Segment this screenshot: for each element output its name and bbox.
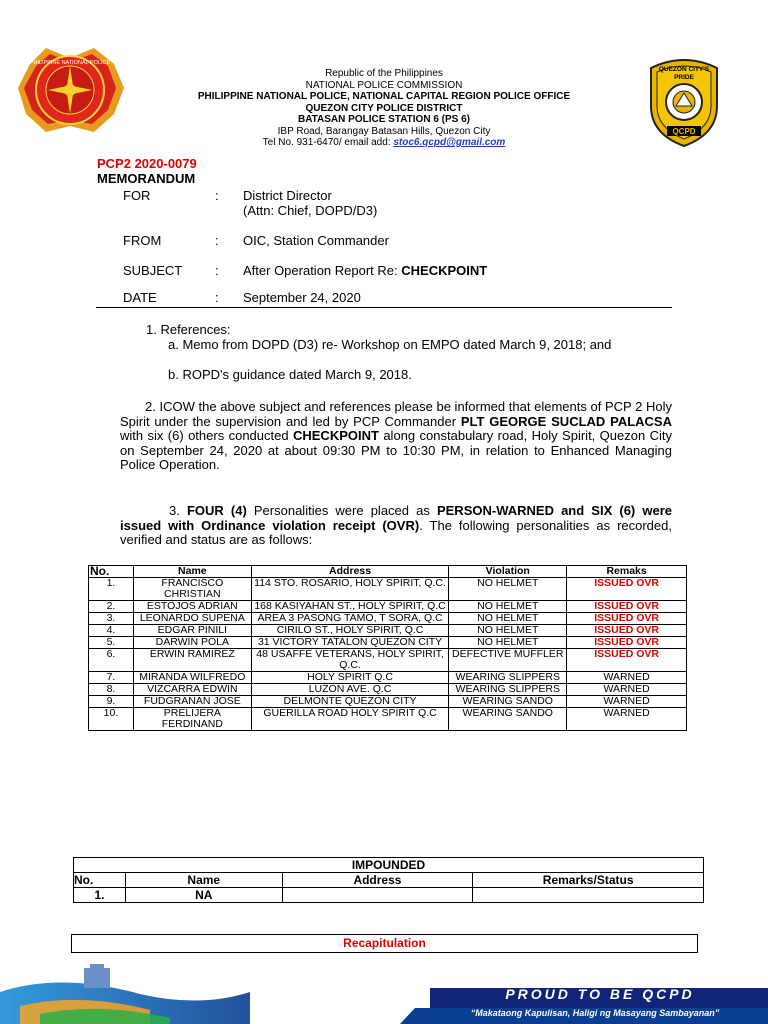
imp-row-remarks bbox=[473, 888, 704, 903]
reference-b: b. ROPD's guidance dated March 9, 2018. bbox=[168, 367, 412, 382]
row-violation: NO HELMET bbox=[449, 637, 567, 649]
row-violation: NO HELMET bbox=[449, 601, 567, 613]
row-address: DELMONTE QUEZON CITY bbox=[251, 696, 449, 708]
footer-slogan: PROUD TO BE QCPD bbox=[505, 986, 695, 1002]
header-station: BATASAN POLICE STATION 6 (PS 6) bbox=[297, 114, 471, 125]
violators-table bbox=[88, 565, 687, 731]
row-no: 3. bbox=[89, 613, 134, 625]
for-label: FOR bbox=[123, 188, 151, 203]
footer-tagline: “Makataong Kapulisan, Haligi ng Masayang Sambayanan” bbox=[470, 1008, 720, 1018]
row-remarks: ISSUED OVR bbox=[567, 625, 687, 637]
impounded-header-row bbox=[74, 873, 704, 888]
row-no: 5. bbox=[89, 637, 134, 649]
imp-header-name: Name bbox=[125, 873, 282, 888]
from-value: OIC, Station Commander bbox=[243, 233, 389, 248]
impounded-row bbox=[74, 888, 704, 903]
table-row bbox=[89, 684, 687, 696]
row-no: 10. bbox=[89, 708, 134, 731]
row-remarks: ISSUED OVR bbox=[567, 649, 687, 672]
row-violation: WEARING SLIPPERS bbox=[449, 684, 567, 696]
imp-header-no: No. bbox=[74, 873, 126, 888]
row-address: 114 STO. ROSARIO, HOLY SPIRIT, Q.C. bbox=[251, 578, 449, 601]
row-address: CIRILO ST., HOLY SPIRIT, Q.C bbox=[251, 625, 449, 637]
header-napolcom: NATIONAL POLICE COMMISSION bbox=[305, 79, 463, 91]
row-no: 8. bbox=[89, 684, 134, 696]
row-address: LUZON AVE. Q.C bbox=[251, 684, 449, 696]
header-republic: Republic of the Philippines bbox=[325, 68, 443, 79]
table-row bbox=[89, 613, 687, 625]
pnp-logo-text: PHILIPPINE NATIONAL POLICE bbox=[29, 60, 111, 66]
paragraph-2: 2. ICOW the above subject and references please be informed that elements of PCP 2 Holy Spirit under the supervision and led by PCP Commander PLT GEORGE SUCLAD PALACSA with six (6) others conducted CHECKPOINT along constabulary road, Holy Spirit, Quezon City on September 24, 2020 at about 09:30 PM to 10:30 PM, in relation to Enhanced Managing Police Operation. bbox=[120, 399, 672, 473]
impounded-table bbox=[73, 857, 704, 903]
row-violation: NO HELMET bbox=[449, 613, 567, 625]
table-row bbox=[89, 601, 687, 613]
row-name: LEONARDO SUPENA bbox=[133, 613, 251, 625]
row-no: 2. bbox=[89, 601, 134, 613]
row-remarks: ISSUED OVR bbox=[567, 637, 687, 649]
row-violation: WEARING SLIPPERS bbox=[449, 672, 567, 684]
col-header-name: Name bbox=[133, 566, 251, 578]
for-value-line1: District Director bbox=[243, 188, 332, 203]
table-row bbox=[89, 672, 687, 684]
table-row bbox=[89, 708, 687, 731]
row-address: 48 USAFFE VETERANS, HOLY SPIRIT, Q.C. bbox=[251, 649, 449, 672]
row-name: DARWIN POLA bbox=[133, 637, 251, 649]
subject-bold: CHECKPOINT bbox=[401, 263, 488, 278]
row-remarks: ISSUED OVR bbox=[567, 613, 687, 625]
subject-label: SUBJECT bbox=[123, 263, 183, 278]
for-colon: : bbox=[215, 188, 219, 203]
row-address: 31 VICTORY TATALON QUEZON CITY bbox=[251, 637, 449, 649]
row-address: GUERILLA ROAD HOLY SPIRIT Q.C bbox=[251, 708, 449, 731]
col-header-address: Address bbox=[251, 566, 449, 578]
row-no: 7. bbox=[89, 672, 134, 684]
row-no: 6. bbox=[89, 649, 134, 672]
row-address: HOLY SPIRIT Q.C bbox=[251, 672, 449, 684]
row-name: FRANCISCO CHRISTIAN bbox=[133, 578, 251, 601]
city-seal-icon bbox=[84, 964, 110, 988]
row-violation: WEARING SANDO bbox=[449, 708, 567, 731]
impounded-title: IMPOUNDED bbox=[74, 858, 704, 873]
table-row bbox=[89, 649, 687, 672]
row-remarks: WARNED bbox=[567, 696, 687, 708]
header-tel: Tel No. 931-6470/ email add: bbox=[262, 137, 394, 148]
imp-row-name: NA bbox=[125, 888, 282, 903]
svg-text:PRIDE: PRIDE bbox=[674, 74, 694, 81]
header-contact bbox=[0, 137, 768, 149]
col-header-no: No. bbox=[89, 566, 134, 578]
row-no: 4. bbox=[89, 625, 134, 637]
row-no: 9. bbox=[89, 696, 134, 708]
row-remarks: WARNED bbox=[567, 708, 687, 731]
row-no: 1. bbox=[89, 578, 134, 601]
imp-header-remarks: Remarks/Status bbox=[473, 873, 704, 888]
header-pnp: PHILIPPINE NATIONAL POLICE, NATIONAL CAPITAL REGION POLICE OFFICE bbox=[197, 91, 571, 102]
row-remarks: WARNED bbox=[567, 684, 687, 696]
row-name: ESTOJOS ADRIAN bbox=[133, 601, 251, 613]
header-address: IBP Road, Barangay Batasan Hills, Quezon City bbox=[277, 125, 491, 137]
row-name: ERWIN RAMIREZ bbox=[133, 649, 251, 672]
row-remarks: WARNED bbox=[567, 672, 687, 684]
references-heading: 1. References: bbox=[146, 322, 231, 337]
row-violation: NO HELMET bbox=[449, 578, 567, 601]
imp-row-address bbox=[282, 888, 473, 903]
table-row bbox=[89, 637, 687, 649]
subject-colon: : bbox=[215, 263, 219, 278]
row-name: PRELIJERA FERDINAND bbox=[133, 708, 251, 731]
row-violation: WEARING SANDO bbox=[449, 696, 567, 708]
row-address: AREA 3 PASONG TAMO, T SORA, Q.C bbox=[251, 613, 449, 625]
table-row bbox=[89, 578, 687, 601]
from-colon: : bbox=[215, 233, 219, 248]
from-label: FROM bbox=[123, 233, 162, 248]
memo-reference-number: PCP2 2020-0079 bbox=[97, 156, 197, 171]
date-colon: : bbox=[215, 290, 219, 305]
for-value bbox=[243, 188, 377, 218]
col-header-remarks: Remaks bbox=[567, 566, 687, 578]
row-name: MIRANDA WILFREDO bbox=[133, 672, 251, 684]
row-name: FUDGRANAN JOSE bbox=[133, 696, 251, 708]
row-remarks: ISSUED OVR bbox=[567, 578, 687, 601]
qcpd-logo-bottom: QCPD bbox=[672, 127, 696, 136]
date-value: September 24, 2020 bbox=[243, 290, 361, 305]
row-name: EDGAR PINILI bbox=[133, 625, 251, 637]
paragraph-3: 3. FOUR (4) Personalities were placed as PERSON-WARNED and SIX (6) were issued with Ordinance violation receipt (OVR). The following personalities as recorded, verified and status are as follows: bbox=[120, 503, 672, 548]
reference-a: a. Memo from DOPD (D3) re- Workshop on EMPO dated March 9, 2018; and bbox=[168, 337, 612, 352]
date-label: DATE bbox=[123, 290, 157, 305]
subject-text: After Operation Report Re: bbox=[243, 263, 402, 278]
violators-header-row bbox=[89, 566, 687, 578]
row-violation: DEFECTIVE MUFFLER bbox=[449, 649, 567, 672]
recapitulation-heading: Recapitulation bbox=[71, 934, 698, 953]
memo-title: MEMORANDUM bbox=[97, 171, 196, 186]
table-row bbox=[89, 625, 687, 637]
row-remarks: ISSUED OVR bbox=[567, 601, 687, 613]
qcpd-logo-top: QUEZON CITY'S bbox=[658, 66, 710, 73]
row-violation: NO HELMET bbox=[449, 625, 567, 637]
table-row bbox=[89, 696, 687, 708]
imp-header-address: Address bbox=[282, 873, 473, 888]
row-name: VIZCARRA EDWIN bbox=[133, 684, 251, 696]
header-divider bbox=[96, 307, 672, 308]
header-qcpd: QUEZON CITY POLICE DISTRICT bbox=[305, 102, 463, 114]
col-header-violation: Violation bbox=[449, 566, 567, 578]
imp-row-no: 1. bbox=[74, 888, 126, 903]
subject-value bbox=[243, 263, 487, 278]
header-email-link[interactable]: stoc6.qcpd@gmail.com bbox=[393, 137, 506, 148]
row-address: 168 KASIYAHAN ST., HOLY SPIRIT, Q.C bbox=[251, 601, 449, 613]
for-value-line2: (Attn: Chief, DOPD/D3) bbox=[243, 203, 378, 218]
